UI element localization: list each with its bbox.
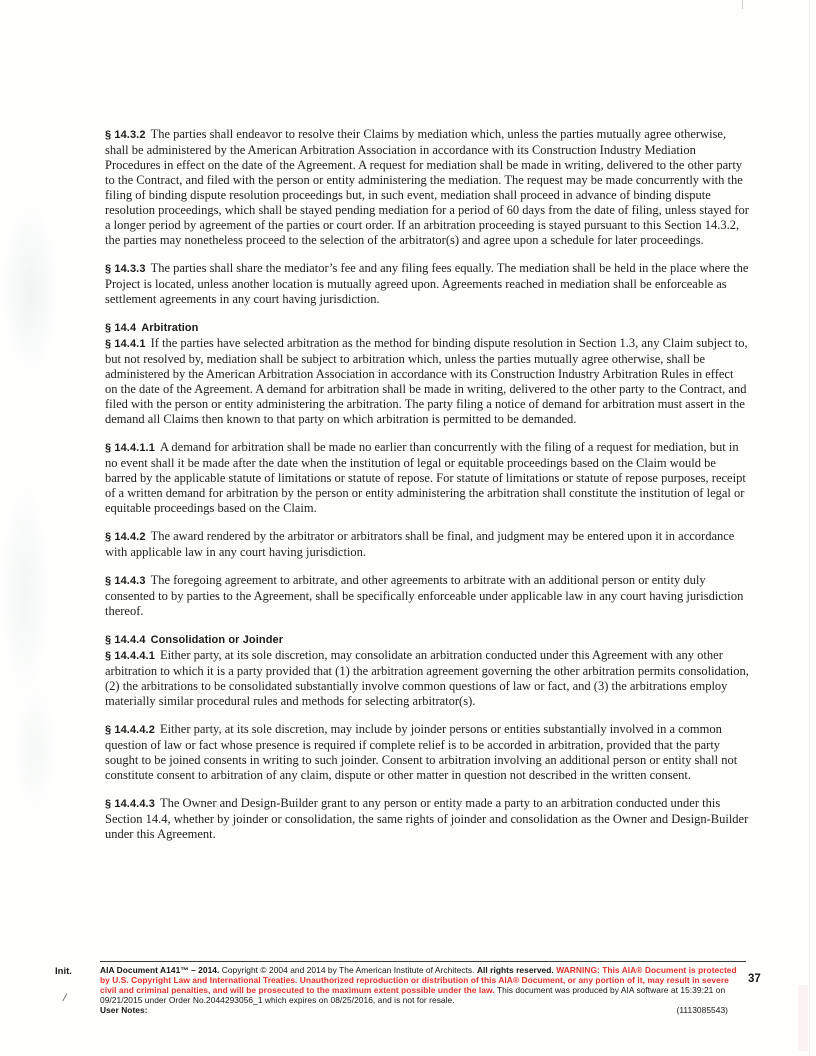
section-text: The Owner and Design-Builder grant to any person or entity made a party to an arbitration conducted under this Section 14.4, whether by joinder or consolidation, the same rights of joinder and consolidation as the Owner and Design-Builder under this Agreement.	[105, 796, 749, 841]
init-label: Init.	[55, 966, 72, 977]
section-text: If the parties have selected arbitration as the method for binding dispute resolution in Section 1.3, any Claim subject to, but not resolved by, mediation shall be subject to arbitration which, unless the parties mutually agree otherwise, shall be administered by the American Arbitration Association in accordance with its Construction Industry Arbitration Rules in effect on the date of the Agreement. A demand for arbitration shall be made in writing, delivered to the other party to the Contract, and filed with the person or entity administering the arbitration. The party filing a notice of demand for arbitration must assert in the demand all Claims then known to that party on which arbitration is permitted to be demanded.	[105, 336, 748, 426]
scan-artifact-topline	[742, 0, 743, 9]
heading-text: Arbitration	[141, 322, 199, 334]
section-number: § 14.4.4	[105, 634, 146, 646]
heading-text: Consolidation or Joinder	[150, 634, 284, 646]
footer-user-notes-label: User Notes:	[100, 1005, 148, 1015]
section-number: § 14.4.1.1	[105, 442, 155, 454]
section-text: The foregoing agreement to arbitrate, and other agreements to arbitrate with an additional person or entity duly consented to by parties to the Agreement, shall be specifically enforceable under applicable law in any court having jurisdiction thereof.	[105, 573, 744, 618]
paragraph-14-4-3	[105, 573, 749, 619]
section-text: The parties shall endeavor to resolve their Claims by mediation which, unless the parties mutually agree otherwise, shall be administered by the American Arbitration Association in accordance with its Construction Industry Mediation Procedures in effect on the date of the Agreement. A request for mediation shall be made in writing, delivered to the other party to the Contract, and filed with the person or entity administering the mediation. The request may be made concurrently with the filing of binding dispute resolution proceedings but, in such event, mediation shall proceed in advance of binding dispute resolution proceedings, which shall be stayed pending mediation for a period of 60 days from the date of filing, unless stayed for a longer period by agreement of the parties or court order. If an arbitration proceeding is stayed pursuant to this Section 14.3.2, the parties may nonetheless proceed to the selection of the arbitrator(s) and agree upon a schedule for later proceedings.	[105, 127, 749, 247]
paragraph-14-4-4-3	[105, 796, 749, 842]
footer-last-line	[100, 1005, 746, 1015]
section-number: § 14.4.4.1	[105, 650, 155, 662]
footer-legal-block	[100, 961, 746, 1015]
section-number: § 14.4.1	[105, 338, 146, 350]
footer-doc-id: (1113085543)	[676, 1005, 728, 1015]
section-number: § 14.3.2	[105, 129, 146, 141]
footer-rights: All rights reserved.	[476, 965, 557, 975]
section-text: The award rendered by the arbitrator or arbitrators shall be final, and judgment may be entered upon it in accordance with applicable law in any court having jurisdiction.	[105, 529, 735, 559]
document-body	[105, 127, 749, 855]
paragraph-14-4-4-2	[105, 722, 749, 783]
section-text: Either party, at its sole discretion, may consolidate an arbitration conducted under this Agreement with any other arbitration to which it is a party provided that (1) the arbitration agreement governing the other arbitration permits consolidation, (2) the arbitrations to be consolidated substantially involve common questions of law or fact, and (3) the arbitrations employ materially similar procedural rules and methods for selecting arbitrator(s).	[105, 648, 749, 708]
paragraph-14-4-1-1	[105, 440, 749, 516]
scan-artifact-left	[0, 170, 75, 820]
heading-14-4-4-consolidation-or-joinder	[105, 632, 749, 648]
page-number: 37	[748, 973, 761, 985]
section-number: § 14.3.3	[105, 263, 146, 275]
section-number: § 14.4	[105, 322, 137, 334]
heading-14-4-arbitration	[105, 320, 749, 336]
scan-artifact-rightline	[809, 0, 810, 1056]
section-number: § 14.4.4.2	[105, 724, 155, 736]
init-signature-mark: /	[63, 990, 67, 1004]
footer-copyright: Copyright © 2004 and 2014 by The American Institute of Architects.	[219, 965, 477, 975]
footer-warning: WARNING: This AIA® Document is protected by U.S. Copyright Law and International Treaties. Unauthorized reproduction or distribution of this AIA® Document, or any portion of it, may result in severe civil and criminal penalties, and will be prosecuted to the maximum extent possible under the law.	[100, 965, 737, 995]
section-number: § 14.4.4.3	[105, 798, 155, 810]
section-number: § 14.4.3	[105, 575, 146, 587]
section-text: Either party, at its sole discretion, may include by joinder persons or entities substantially involved in a common question of law or fact whose presence is required if complete relief is to be accorded in arbitration, provided that the party sought to be joined consents in writing to such joinder. Consent to arbitration involving an additional person or entity shall not constitute consent to arbitration of any claim, dispute or other matter in question not described in the written consent.	[105, 722, 738, 782]
paragraph-14-4-1	[105, 336, 749, 427]
section-text: The parties shall share the mediator’s fee and any filing fees equally. The mediation shall be held in the place where the Project is located, unless another location is mutually agreed upon. Agreements reached in mediation shall be enforceable as settlement agreements in any court having jurisdiction.	[105, 261, 749, 306]
footer-doc-title: AIA Document A141™ – 2014.	[100, 965, 220, 975]
paragraph-14-4-4-1	[105, 648, 749, 709]
paragraph-14-3-3	[105, 261, 749, 307]
scan-artifact-bottomright	[798, 985, 808, 1051]
footer-produced: This document was produced by AIA software at 15:39:21 on 09/21/2015 under Order No.2044293056_1 which expires on 08/25/2016, and is not for resale.	[100, 985, 726, 1005]
section-text: A demand for arbitration shall be made no earlier than concurrently with the filing of a request for mediation, but in no event shall it be made after the date when the institution of legal or equitable proceedings based on the Claim would be barred by the applicable statute of limitations or statute of repose. For statute of limitations or statute of repose purposes, receipt of a written demand for arbitration by the person or entity administering the arbitration shall constitute the institution of legal or equitable proceedings based on the Claim.	[105, 440, 746, 515]
paragraph-14-4-2	[105, 529, 749, 560]
section-number: § 14.4.2	[105, 531, 146, 543]
paragraph-14-3-2	[105, 127, 749, 248]
